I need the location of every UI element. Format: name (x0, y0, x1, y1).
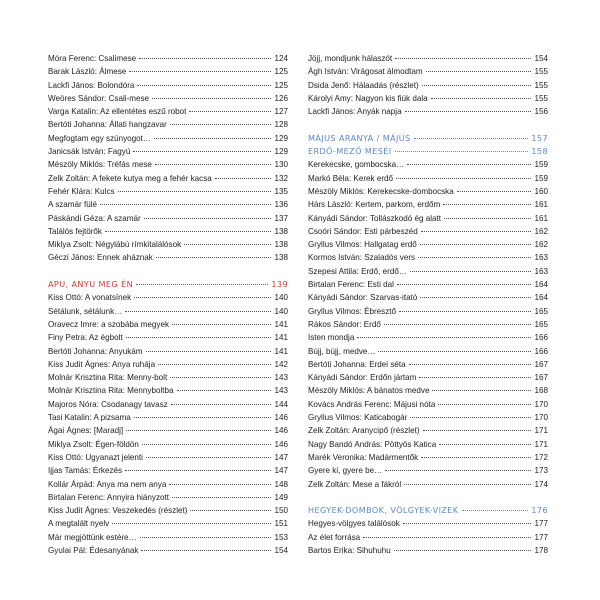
dot-leader (146, 351, 272, 352)
entry-title: Gryllus Vilmos: Hallgatag erdő (308, 240, 417, 250)
toc-entry (48, 145, 288, 158)
entry-title: Lackfi János: Bolondóra (48, 80, 135, 90)
dot-leader (134, 297, 271, 298)
entry-title: Kollár Árpád: Anya ma nem anya (48, 479, 167, 489)
dot-leader (422, 85, 532, 86)
toc-entry (48, 52, 288, 65)
dot-leader (409, 364, 532, 365)
entry-title: Bertóti Johanna: Anyukám (48, 346, 143, 356)
page-number: 154 (534, 54, 548, 63)
toc-entry (48, 331, 288, 344)
page-number: 148 (274, 479, 288, 489)
entry-title: Mészöly Miklós: Kerekecske-dombocska (308, 186, 454, 196)
toc-entry (48, 411, 288, 424)
page-number: 146 (274, 413, 288, 423)
entry-title: Molnár Krisztina Rita: Mennyboltba (48, 386, 174, 396)
dot-leader (146, 457, 272, 458)
dot-leader (139, 58, 271, 59)
dot-leader (184, 244, 271, 245)
dot-leader (457, 191, 532, 192)
toc-entry (48, 544, 288, 557)
entry-title: Varga Katalin: Az ellentétes eszű robot (48, 107, 187, 117)
dot-leader (438, 404, 531, 405)
dot-leader (397, 284, 532, 285)
dot-leader (394, 550, 532, 551)
page-number: 161 (534, 200, 548, 210)
page-number: 138 (274, 240, 288, 250)
dot-leader (403, 523, 532, 524)
dot-leader (144, 218, 272, 219)
page-number: 130 (274, 160, 288, 170)
section-title: ERDŐ-MEZŐ MESÉI (308, 146, 392, 157)
toc-entry (48, 198, 288, 211)
toc-entry (308, 291, 548, 304)
entry-title: Lackfi János: Anyák napja (308, 107, 402, 117)
entry-title: Barak László: Álmese (48, 67, 127, 77)
dot-leader (439, 444, 531, 445)
toc-entry (308, 411, 548, 424)
page-number: 129 (274, 147, 288, 157)
page-number: 171 (534, 439, 548, 449)
toc-entry (48, 238, 288, 251)
toc-entry (48, 251, 288, 264)
dot-leader (136, 284, 268, 285)
dot-leader (423, 430, 532, 431)
toc-entry (308, 198, 548, 211)
toc-entry (48, 504, 288, 517)
entry-title: Hegyes-völgyes találósok (308, 519, 400, 529)
page-number: 155 (534, 93, 548, 103)
entry-title: Bartos Erika: Sihuhuhu (308, 545, 391, 555)
toc-entry (48, 291, 288, 304)
page-number: 139 (271, 279, 288, 290)
dot-leader (134, 417, 272, 418)
section-title: HEGYEK-DOMBOK, VÖLGYEK-VIZEK (308, 505, 459, 516)
dot-leader (137, 85, 271, 86)
toc-entry (308, 52, 548, 65)
entry-title: Finy Petra: Az égbolt (48, 333, 123, 343)
toc-entry (308, 424, 548, 437)
dot-leader (156, 257, 272, 258)
entry-title: Miklya Zsolt: Négylábú rímkitalálósok (48, 240, 182, 250)
entry-title: Tasi Katalin: A pizsama (48, 413, 131, 423)
page-number: 155 (534, 67, 548, 77)
toc-entry (48, 79, 288, 92)
page-number: 159 (534, 160, 548, 170)
entry-title: Zelk Zoltán: Mese a fákról (308, 479, 402, 489)
toc-entry (308, 251, 548, 264)
entry-title: Bújj, bújj, medve… (308, 346, 376, 356)
entry-title: Ágai Ágnes: [Maradj] (48, 426, 124, 436)
page-number: 147 (274, 466, 288, 476)
toc-section-heading (308, 145, 548, 158)
dot-leader (385, 470, 531, 471)
page-number: 129 (274, 133, 288, 143)
entry-title: Zelk Zoltán: A fekete kutya meg a fehér kacsa (48, 173, 212, 183)
dot-leader (172, 497, 271, 498)
page-number: 167 (534, 359, 548, 369)
page-number: 177 (534, 532, 548, 542)
page-number: 155 (534, 80, 548, 90)
dot-leader (399, 311, 531, 312)
page-number: 142 (274, 359, 288, 369)
toc-entry (48, 478, 288, 491)
page-number: 141 (274, 333, 288, 343)
entry-title: Kiss Ottó: Ugyanazt jelenti (48, 452, 143, 462)
section-title: MÁJUS ARANYA / MÁJUS (308, 132, 411, 143)
toc-entry (48, 225, 288, 238)
entry-title: Birtalan Ferenc: Annyira hiányzott (48, 492, 170, 502)
dot-leader (170, 124, 272, 125)
toc-entry (48, 132, 288, 145)
page-number: 157 (531, 132, 548, 143)
entry-title: Páskándi Géza: A szamár (48, 213, 141, 223)
page-number: 125 (274, 80, 288, 90)
toc-entry (308, 384, 548, 397)
entry-title: Sétálunk, sétálunk… (48, 306, 123, 316)
page-number: 161 (534, 213, 548, 223)
dot-leader (125, 470, 271, 471)
entry-title: Dsida Jenő: Hálaadás (részlet) (308, 80, 419, 90)
entry-title: Kiss Ottó: A vonatsínek (48, 293, 132, 303)
entry-title: Bertóti Johanna: Állati hangzavar (48, 120, 167, 130)
dot-leader (407, 164, 531, 165)
dot-leader (125, 311, 271, 312)
entry-title: Ijjas Tamás: Érkezés (48, 466, 123, 476)
entry-title: Kovács András Ferenc: Májusi nóta (308, 399, 436, 409)
toc-section-heading (308, 132, 548, 145)
entry-title: Hárs László: Kertem, parkom, erdőm (308, 200, 441, 210)
page-number: 135 (274, 186, 288, 196)
toc-entry (48, 517, 288, 530)
dot-leader (410, 417, 531, 418)
entry-title: Fehér Klára: Kulcs (48, 186, 115, 196)
toc-column-right (308, 52, 548, 557)
entry-title: Rákos Sándor: Erdő (308, 319, 381, 329)
toc-entry (308, 464, 548, 477)
toc-entry (308, 517, 548, 530)
toc-entry (308, 305, 548, 318)
page-number: 146 (274, 426, 288, 436)
page-number: 164 (534, 280, 548, 290)
entry-title: A szamár fülé (48, 200, 98, 210)
page-number: 143 (274, 386, 288, 396)
toc-entry (48, 345, 288, 358)
page-number: 154 (274, 545, 288, 555)
entry-title: Janicsák István: Fagyú (48, 147, 131, 157)
toc-entry (308, 371, 548, 384)
page-number: 138 (274, 226, 288, 236)
toc-entry (308, 92, 548, 105)
dot-leader (190, 510, 271, 511)
page-number: 140 (274, 293, 288, 303)
toc-entry (308, 158, 548, 171)
dot-leader (170, 377, 271, 378)
entry-title: Isten mondja (308, 333, 355, 343)
dot-leader (158, 364, 271, 365)
dot-leader (215, 178, 272, 179)
entry-title: Már megjöttünk estére… (48, 532, 137, 542)
page-number: 127 (274, 107, 288, 117)
page-number: 170 (534, 413, 548, 423)
page-number: 137 (274, 213, 288, 223)
dot-leader (152, 98, 271, 99)
page-number: 163 (534, 253, 548, 263)
entry-title: Móra Ferenc: Csalimese (48, 54, 137, 63)
toc-entry (48, 371, 288, 384)
entry-title: Mészöly Miklós: Tréfás mese (48, 160, 152, 170)
page-number: 128 (274, 120, 288, 130)
page-number: 136 (274, 200, 288, 210)
toc-entry (48, 464, 288, 477)
page-number: 158 (531, 146, 548, 157)
toc-entry (48, 185, 288, 198)
entry-title: Marék Veronika: Madármentők (308, 452, 419, 462)
dot-leader (142, 444, 272, 445)
dot-leader (363, 537, 531, 538)
dot-leader (112, 523, 271, 524)
entry-title: Mészöly Miklós: A bánatos medve (308, 386, 430, 396)
entry-title: Majoros Nóra: Csodanagy tavasz (48, 399, 168, 409)
page-number: 138 (274, 253, 288, 263)
toc-entry (308, 79, 548, 92)
dot-leader (395, 151, 529, 152)
toc-entry (48, 118, 288, 131)
page-number: 144 (274, 399, 288, 409)
entry-title: Géczi János: Ennek aháznak (48, 253, 153, 263)
dot-leader (444, 218, 531, 219)
dot-leader (404, 484, 531, 485)
toc-entry (308, 451, 548, 464)
dot-leader (357, 337, 531, 338)
dot-leader (155, 164, 272, 165)
toc-spacer (48, 265, 288, 278)
toc-entry (48, 384, 288, 397)
entry-title: Ágh István: Virágosat álmodtam (308, 67, 423, 77)
dot-leader (172, 324, 271, 325)
entry-title: Kiss Judit Ágnes: Anya ruhája (48, 359, 156, 369)
toc-entry (308, 238, 548, 251)
entry-title: Találós fejtörők (48, 226, 102, 236)
page-number: 165 (534, 306, 548, 316)
page-number: 162 (534, 240, 548, 250)
page-number: 132 (274, 173, 288, 183)
toc-entry (308, 172, 548, 185)
dot-leader (171, 404, 272, 405)
dot-leader (418, 257, 531, 258)
page-number: 165 (534, 319, 548, 329)
entry-title: Megfogtam egy szúnyogot… (48, 133, 152, 143)
page-number: 176 (531, 505, 548, 516)
dot-leader (169, 484, 271, 485)
dot-leader (396, 178, 531, 179)
entry-title: Oravecz Imre: a szobába megyek (48, 319, 170, 329)
page-number: 163 (534, 266, 548, 276)
dot-leader (189, 111, 271, 112)
page-number: 168 (534, 386, 548, 396)
toc-section-heading (48, 278, 288, 291)
dot-leader (177, 390, 272, 391)
dot-leader (126, 430, 271, 431)
entry-title: Kerekecske, gombocska… (308, 160, 405, 170)
toc-entry (308, 531, 548, 544)
entry-title: Kányádi Sándor: Szarvas-itató (308, 293, 418, 303)
dot-leader (140, 537, 272, 538)
page-number: 141 (274, 319, 288, 329)
toc-entry (48, 65, 288, 78)
page-number: 143 (274, 373, 288, 383)
toc-entry (48, 92, 288, 105)
page-number: 178 (534, 545, 548, 555)
toc-entry (308, 278, 548, 291)
page-number: 166 (534, 333, 548, 343)
dot-leader (443, 204, 531, 205)
toc-entry (48, 172, 288, 185)
entry-title: Gyulai Pál: Édesanyának (48, 545, 139, 555)
toc-entry (308, 478, 548, 491)
page-number: 174 (534, 479, 548, 489)
page-number: 177 (534, 519, 548, 529)
page-number: 159 (534, 173, 548, 183)
toc-spacer (308, 491, 548, 504)
dot-leader (431, 98, 532, 99)
page-number: 156 (534, 107, 548, 117)
entry-title: Nagy Bandó András: Pöttyös Katica (308, 439, 437, 449)
toc-entry (308, 331, 548, 344)
toc-entry (48, 531, 288, 544)
toc-entry (308, 212, 548, 225)
toc-entry (48, 158, 288, 171)
dot-leader (133, 151, 271, 152)
entry-title: Gryllus Vilmos: Katicabogár (308, 413, 408, 423)
entry-title: Jöjj, mondjunk hálaszót (308, 54, 393, 63)
dot-leader (118, 191, 272, 192)
dot-leader (421, 231, 532, 232)
dot-leader (410, 271, 532, 272)
page-number: 151 (274, 519, 288, 529)
page-number: 125 (274, 67, 288, 77)
toc-entry (48, 305, 288, 318)
page-number: 162 (534, 226, 548, 236)
toc-entry (48, 105, 288, 118)
page-number: 153 (274, 532, 288, 542)
entry-title: Bertóti Johanna: Erdei séta (308, 359, 406, 369)
toc-entry (308, 105, 548, 118)
toc-entry (308, 65, 548, 78)
page-number: 126 (274, 93, 288, 103)
page-number: 173 (534, 466, 548, 476)
page-number: 167 (534, 373, 548, 383)
dot-leader (420, 297, 531, 298)
entry-title: A megtalált nyelv (48, 519, 110, 529)
dot-leader (100, 204, 271, 205)
entry-title: Markó Béla: Kerek erdő (308, 173, 394, 183)
toc-entry (308, 185, 548, 198)
entry-title: Szepesi Attila: Erdő, erdő… (308, 266, 407, 276)
dot-leader (419, 377, 531, 378)
toc-entry (308, 544, 548, 557)
entry-title: Weöres Sándor: Csali-mese (48, 93, 150, 103)
toc-entry (48, 212, 288, 225)
toc-entry (308, 398, 548, 411)
entry-title: Gryllus Vilmos: Ébresztő (308, 306, 397, 316)
page-number: 149 (274, 492, 288, 502)
toc-entry (48, 424, 288, 437)
toc-entry (308, 438, 548, 451)
toc-section-heading (308, 504, 548, 517)
dot-leader (384, 324, 532, 325)
page-number: 170 (534, 399, 548, 409)
toc-entry (308, 318, 548, 331)
page-number: 140 (274, 306, 288, 316)
toc-entry (308, 345, 548, 358)
entry-title: Csoóri Sándor: Esti párbeszéd (308, 226, 418, 236)
page-number: 171 (534, 426, 548, 436)
toc-entry (308, 358, 548, 371)
dot-leader (129, 71, 271, 72)
entry-title: Az élet forrása (308, 532, 361, 542)
entry-title: Miklya Zsolt: Égen-földön (48, 439, 139, 449)
dot-leader (126, 337, 272, 338)
toc-entry (48, 491, 288, 504)
dot-leader (105, 231, 272, 232)
page-number: 147 (274, 452, 288, 462)
page-number: 124 (274, 54, 288, 63)
page-number: 166 (534, 346, 548, 356)
toc-entry (48, 398, 288, 411)
page-number: 141 (274, 346, 288, 356)
toc-entry (48, 438, 288, 451)
entry-title: Molnár Krisztina Rita: Menny-bolt (48, 373, 168, 383)
dot-leader (395, 58, 531, 59)
dot-leader (432, 390, 531, 391)
dot-leader (421, 457, 531, 458)
dot-leader (154, 138, 271, 139)
page-number: 150 (274, 506, 288, 516)
dot-leader (378, 351, 531, 352)
toc-entry (308, 265, 548, 278)
section-title: APU, ANYU MEG ÉN (48, 279, 134, 290)
dot-leader (426, 71, 532, 72)
entry-title: Kormos István: Szaladós vers (308, 253, 416, 263)
entry-title: Gyere ki, gyere be… (308, 466, 383, 476)
entry-title: Károlyi Amy: Nagyon kis fiúk dala (308, 93, 428, 103)
page-number: 172 (534, 452, 548, 462)
entry-title: Kányádi Sándor: Erdőn jártam (308, 373, 417, 383)
toc-column-left (48, 52, 288, 557)
toc-entry (48, 318, 288, 331)
dot-leader (420, 244, 532, 245)
toc-entry (48, 451, 288, 464)
dot-leader (405, 111, 532, 112)
toc-entry (48, 358, 288, 371)
dot-leader (462, 510, 529, 511)
entry-title: Birtalan Ferenc: Esti dal (308, 280, 394, 290)
entry-title: Zelk Zoltán: Aranycipő (részlet) (308, 426, 420, 436)
dot-leader (141, 550, 271, 551)
entry-title: Kányádi Sándor: Tollászkodó ég alatt (308, 213, 442, 223)
toc-spacer (308, 118, 548, 131)
page-number: 146 (274, 439, 288, 449)
page-number: 160 (534, 186, 548, 196)
dot-leader (414, 138, 529, 139)
toc-entry (308, 225, 548, 238)
entry-title: Kiss Judit Ágnes: Veszekedés (részlet) (48, 506, 188, 516)
page-number: 164 (534, 293, 548, 303)
